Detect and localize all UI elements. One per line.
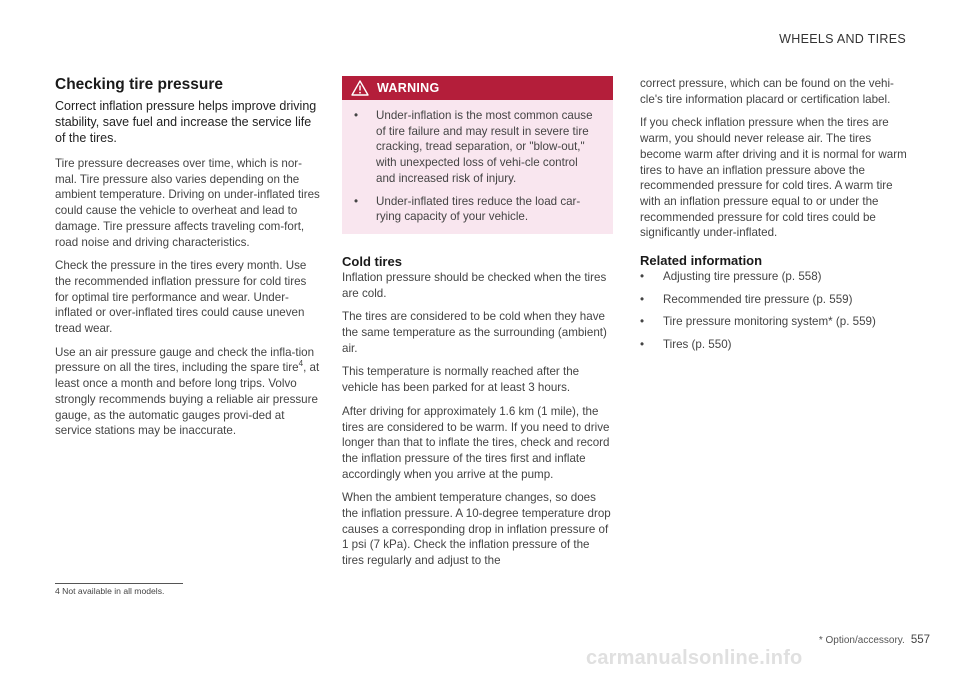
body-paragraph: After driving for approximately 1.6 km (1 mile), the tires are considered to be warm. If you need to drive longer than that to inflate the tires, check and record the inflation pressure of the tires first and inflate accordingly when you arrive at the pump. [342,404,610,481]
related-link[interactable] [640,269,908,285]
column-middle [342,76,613,577]
related-links-list [640,269,908,353]
footer-note: * Option/accessory. [818,635,905,646]
footnote-divider [55,583,183,584]
related-link-text[interactable]: Tire pressure monitoring system* (p. 559) [663,315,876,329]
bullet-icon: • [640,315,645,329]
body-paragraph: Check the pressure in the tires every month. Use the recommended inflation pressure for cold tires for optimal tire performance and wear. Under-inflated or over-inflated tires could cause uneven tread wear. [55,259,307,336]
section-header: WHEELS AND TIRES [779,32,906,46]
body-paragraph: This temperature is normally reached after the vehicle has been parked for at least 3 hours. [342,365,580,395]
related-link[interactable] [640,337,908,353]
warning-box [342,76,613,234]
related-link[interactable] [640,292,908,308]
body-paragraph: The tires are considered to be cold when they have the same temperature as the surrounding (ambient) air. [342,310,607,355]
body-paragraph: correct pressure, which can be found on the vehi-cle's tire information placard or certification label. [640,77,894,106]
related-link-text[interactable]: Adjusting tire pressure (p. 558) [663,270,822,284]
footnote: 4 Not available in all models. [55,586,165,596]
page-number: 557 [910,634,930,646]
text-span: Use an air pressure gauge and check the infla-tion pressure on all the tires, including the spare tire [55,345,315,375]
bullet-icon: • [354,109,359,122]
warning-item [354,194,599,225]
body-paragraph: Inflation pressure should be checked when the tires are cold. [342,270,607,300]
related-link-text[interactable]: Tires (p. 550) [663,338,732,352]
page-title: Checking tire pressure [55,76,223,93]
warning-item [354,108,599,187]
warning-header [342,76,613,100]
warning-triangle-icon [351,80,369,96]
bullet-icon: • [640,338,645,352]
warning-title: WARNING [377,81,440,95]
related-link[interactable] [640,314,908,330]
page-footer [819,634,930,646]
footnote-marker[interactable]: 4 [298,359,304,369]
body-paragraph: Tire pressure decreases over time, which is nor-mal. Tire pressure also varies depending on the ambient temperature. Driving on under-inflated tires could cause the vehicle to overheat and lead to damage. Tire pressure affects traveling com-fort, road noise and driving characteristics. [55,157,320,249]
column-right [640,76,908,360]
body-paragraph: When the ambient temperature changes, so does the inflation pressure. A 10-degree temperature drop causes a corresponding drop in inflation pressure of 1 psi (7 kPa). Check the inflation pressure of the tires regularly and adjust to the [342,491,611,568]
bullet-icon: • [354,194,359,208]
warning-item-text: Under-inflated tires reduce the load car-rying capacity of your vehicle. [376,194,581,224]
warning-list [342,100,613,234]
body-paragraph [55,345,320,439]
warning-item-text: Under-inflation is the most common cause of tire failure and may result in severe tire cracking, tread separation, or "blow-out," with unexpected loss of vehi-cle control and increased risk of injury. [376,109,593,185]
text-span: , at least once a month and before long trips. Volvo strongly recommends buying a reliable air pressure gauge, as the automatic gauges provi-ded at service stations may be inaccurate. [55,361,320,438]
section-heading-cold-tires: Cold tires [342,253,402,269]
watermark: carmanualsonline.info [586,647,803,669]
related-link-text[interactable]: Recommended tire pressure (p. 559) [663,292,853,306]
bullet-icon: • [640,292,645,306]
column-left [55,76,320,447]
bullet-icon: • [640,270,645,284]
body-paragraph: If you check inflation pressure when the tires are warm, you should never release air. The tires become warm after driving and it is normal for warm tires to have an inflation pressure above the recommended pressure for cold tires. A warm tire with an inflation pressure equal to or under the recommended pressure for cold tires could be significantly under-inflated. [640,116,907,240]
section-heading-related: Related information [640,253,763,269]
lead-paragraph: Correct inflation pressure helps improve driving stability, save fuel and increase the service life of the tires. [55,99,317,145]
